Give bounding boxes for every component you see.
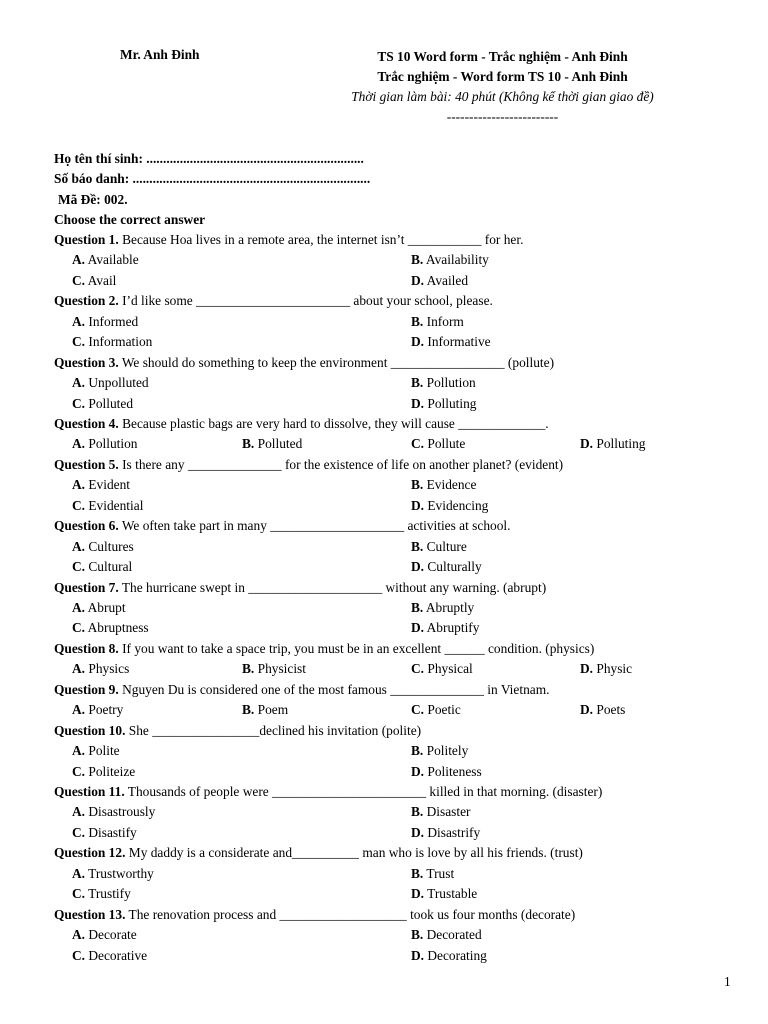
question-text: Is there any ______________ for the existence of life on another planet? (evident) — [118, 456, 564, 472]
option-text: Politely — [423, 743, 469, 759]
option-text: Decorate — [85, 927, 137, 943]
options-row — [54, 373, 694, 393]
option-text: Cultures — [85, 538, 134, 554]
answer-option — [72, 332, 152, 352]
answer-option — [72, 700, 123, 720]
question-label: Question 11. — [54, 783, 125, 799]
options-row — [54, 434, 694, 454]
option-letter: C. — [72, 620, 86, 636]
option-letter: B. — [411, 865, 424, 881]
answer-option — [411, 496, 488, 516]
answer-option — [242, 700, 288, 720]
question-4 — [54, 414, 694, 434]
question-13 — [54, 905, 694, 925]
option-text: Decorated — [423, 927, 482, 943]
option-text: Information — [85, 334, 153, 350]
options-row — [54, 741, 694, 761]
option-letter: B. — [411, 538, 424, 554]
question-label: Question 6. — [54, 518, 119, 534]
options-row — [54, 250, 694, 270]
option-text: Trustable — [424, 886, 478, 902]
question-text: Nguyen Du is considered one of the most famous ______________ in Vietnam. — [118, 681, 550, 697]
answer-option — [72, 864, 154, 884]
option-text: Unpolluted — [85, 375, 149, 391]
question-1 — [54, 230, 694, 250]
option-letter: D. — [411, 334, 425, 350]
answer-option — [411, 537, 467, 557]
question-label: Question 2. — [54, 293, 119, 309]
answer-option — [411, 946, 487, 966]
answer-option — [580, 434, 646, 454]
options-row — [54, 823, 694, 843]
option-text: Polluting — [424, 395, 477, 411]
option-letter: A. — [72, 538, 86, 554]
question-7 — [54, 578, 694, 598]
question-text: My daddy is a considerate and__________ man who is love by all his friends. (trust) — [125, 845, 583, 861]
option-letter: D. — [411, 497, 425, 513]
option-letter: C. — [411, 436, 425, 452]
option-text: Poem — [254, 702, 289, 718]
option-letter: A. — [72, 477, 86, 493]
option-letter: C. — [72, 334, 86, 350]
option-letter: C. — [72, 763, 86, 779]
option-text: Poets — [593, 702, 626, 718]
option-text: Evidence — [423, 477, 477, 493]
options-row — [54, 598, 694, 618]
answer-option — [72, 762, 135, 782]
option-text: Abruptify — [424, 620, 480, 636]
option-text: Evidencing — [424, 497, 489, 513]
option-letter: B. — [411, 477, 424, 493]
answer-option — [411, 700, 461, 720]
question-label: Question 13. — [54, 906, 126, 922]
answer-option — [411, 271, 468, 291]
document-title-1: TS 10 Word form - Trắc nghiệm - Anh Đinh — [377, 49, 628, 64]
option-letter: C. — [72, 272, 86, 288]
question-text: We should do something to keep the environment _________________ (pollute) — [118, 354, 555, 370]
answer-option — [411, 475, 476, 495]
option-text: Physic — [593, 661, 633, 677]
question-text: We often take part in many ____________________ activities at school. — [118, 518, 511, 534]
option-text: Availed — [424, 272, 469, 288]
answer-option — [411, 434, 465, 454]
answer-option — [411, 762, 482, 782]
question-label: Question 12. — [54, 845, 126, 861]
answer-option — [72, 659, 129, 679]
answer-option — [411, 598, 474, 618]
answer-option — [411, 332, 491, 352]
question-12 — [54, 843, 694, 863]
options-row — [54, 864, 694, 884]
question-text: She ________________declined his invitation (polite) — [125, 722, 422, 738]
option-text: Disastrously — [85, 804, 156, 820]
options-row — [54, 700, 694, 720]
option-text: Abrupt — [85, 599, 126, 615]
option-letter: C. — [72, 497, 86, 513]
answer-option — [72, 557, 132, 577]
question-3 — [54, 353, 694, 373]
options-row — [54, 394, 694, 414]
option-text: Physics — [85, 661, 130, 677]
answer-option — [72, 618, 149, 638]
answer-option — [411, 884, 477, 904]
answer-option — [72, 925, 137, 945]
option-text: Physical — [424, 661, 473, 677]
option-letter: C. — [72, 824, 86, 840]
options-row — [54, 884, 694, 904]
option-text: Polite — [85, 743, 120, 759]
option-text: Culturally — [424, 559, 482, 575]
option-text: Informative — [424, 334, 491, 350]
option-letter: B. — [242, 436, 255, 452]
student-name-line: Họ tên thí sinh: ................................................................. — [54, 151, 364, 166]
answer-option — [72, 271, 116, 291]
instruction: Choose the correct answer — [54, 212, 206, 228]
option-text: Disaster — [423, 804, 471, 820]
option-text: Abruptness — [85, 620, 149, 636]
question-label: Question 7. — [54, 579, 119, 595]
option-text: Decorating — [424, 947, 487, 963]
option-letter: C. — [72, 395, 86, 411]
option-text: Trustworthy — [85, 865, 154, 881]
option-letter: A. — [72, 252, 86, 268]
question-text: The hurricane swept in ____________________ without any warning. (abrupt) — [118, 579, 547, 595]
answer-option — [72, 475, 130, 495]
option-letter: A. — [72, 927, 86, 943]
question-6 — [54, 516, 694, 536]
option-text: Available — [85, 252, 139, 268]
option-letter: D. — [411, 824, 425, 840]
author-name: Mr. Anh Đinh — [120, 47, 200, 62]
option-letter: D. — [411, 947, 425, 963]
option-letter: A. — [72, 436, 86, 452]
option-letter: B. — [411, 927, 424, 943]
options-row — [54, 762, 694, 782]
option-letter: D. — [411, 620, 425, 636]
answer-option — [72, 823, 137, 843]
option-letter: B. — [242, 702, 255, 718]
question-10 — [54, 721, 694, 741]
option-text: Inform — [423, 313, 464, 329]
answer-option — [72, 434, 138, 454]
option-text: Abruptly — [423, 599, 475, 615]
answer-option — [72, 884, 131, 904]
answer-option — [72, 741, 120, 761]
question-label: Question 3. — [54, 354, 119, 370]
option-letter: A. — [72, 375, 86, 391]
option-text: Trust — [423, 865, 455, 881]
option-letter: C. — [411, 702, 425, 718]
option-text: Pollution — [85, 436, 138, 452]
answer-option — [411, 394, 477, 414]
time-limit: Thời gian làm bài: 40 phút (Không kể thời gian giao đề) — [351, 89, 654, 104]
document-title-2: Trắc nghiệm - Word form TS 10 - Anh Đinh — [377, 69, 628, 84]
option-letter: D. — [580, 702, 594, 718]
option-letter: B. — [411, 375, 424, 391]
option-text: Decorative — [85, 947, 148, 963]
option-text: Evidential — [85, 497, 144, 513]
option-letter: C. — [72, 559, 86, 575]
student-info — [54, 149, 370, 231]
option-text: Culture — [423, 538, 467, 554]
option-letter: A. — [72, 702, 86, 718]
options-row — [54, 557, 694, 577]
option-text: Pollute — [424, 436, 466, 452]
option-text: Disastrify — [424, 824, 481, 840]
options-row — [54, 659, 694, 679]
option-text: Informed — [85, 313, 139, 329]
option-text: Avail — [85, 272, 117, 288]
option-letter: A. — [72, 599, 86, 615]
answer-option — [580, 659, 632, 679]
option-text: Poetic — [424, 702, 461, 718]
option-text: Availability — [423, 252, 489, 268]
options-row — [54, 271, 694, 291]
question-5 — [54, 455, 694, 475]
question-text: Because plastic bags are very hard to dissolve, they will cause _____________. — [118, 415, 549, 431]
answer-option — [411, 557, 482, 577]
option-letter: D. — [411, 886, 425, 902]
answer-option — [242, 659, 306, 679]
page-number: 1 — [724, 974, 731, 989]
option-letter: A. — [72, 804, 86, 820]
header-separator: ------------------------- — [446, 109, 559, 124]
option-text: Cultural — [85, 559, 133, 575]
question-label: Question 9. — [54, 681, 119, 697]
option-letter: A. — [72, 743, 86, 759]
options-row — [54, 475, 694, 495]
option-letter: D. — [411, 395, 425, 411]
option-letter: D. — [580, 436, 594, 452]
answer-option — [72, 394, 133, 414]
option-text: Pollution — [423, 375, 476, 391]
option-letter: A. — [72, 865, 86, 881]
question-text: I’d like some _______________________ about your school, please. — [118, 293, 493, 309]
option-letter: D. — [411, 763, 425, 779]
student-id-line: Số báo danh: ....................................................................... — [54, 171, 371, 187]
answer-option — [411, 802, 471, 822]
option-text: Polluting — [593, 436, 646, 452]
answer-option — [72, 802, 155, 822]
answer-option — [411, 741, 468, 761]
option-letter: B. — [411, 804, 424, 820]
question-9 — [54, 680, 694, 700]
option-letter: C. — [411, 661, 425, 677]
question-text: The renovation process and ___________________ took us four months (decorate) — [125, 906, 576, 922]
answer-option — [72, 496, 143, 516]
answer-option — [242, 434, 302, 454]
document-header — [300, 47, 705, 127]
option-letter: B. — [411, 252, 424, 268]
options-row — [54, 537, 694, 557]
option-text: Politeness — [424, 763, 482, 779]
option-letter: D. — [411, 272, 425, 288]
options-row — [54, 618, 694, 638]
option-text: Poetry — [85, 702, 124, 718]
answer-option — [72, 250, 139, 270]
answer-option — [411, 659, 473, 679]
option-text: Physicist — [254, 661, 306, 677]
answer-option — [72, 946, 147, 966]
option-text: Polluted — [254, 436, 303, 452]
answer-option — [411, 925, 482, 945]
answer-option — [72, 373, 149, 393]
answer-option — [411, 250, 489, 270]
options-row — [54, 312, 694, 332]
options-row — [54, 332, 694, 352]
option-text: Evident — [85, 477, 131, 493]
answer-option — [72, 537, 134, 557]
question-text: If you want to take a space trip, you must be in an excellent ______ condition. (physics) — [118, 640, 595, 656]
options-row — [54, 496, 694, 516]
option-text: Trustify — [85, 886, 131, 902]
question-label: Question 4. — [54, 415, 119, 431]
answer-option — [72, 312, 138, 332]
question-label: Question 10. — [54, 722, 126, 738]
answer-option — [411, 618, 479, 638]
options-row — [54, 925, 694, 945]
option-text: Politeize — [85, 763, 136, 779]
answer-option — [411, 864, 454, 884]
option-letter: A. — [72, 661, 86, 677]
option-letter: B. — [411, 599, 424, 615]
question-text: Thousands of people were _______________________ killed in that morning. (disaster) — [124, 783, 603, 799]
question-label: Question 8. — [54, 640, 119, 656]
options-row — [54, 802, 694, 822]
question-8 — [54, 639, 694, 659]
answer-option — [411, 823, 480, 843]
question-text: Because Hoa lives in a remote area, the internet isn’t ___________ for her. — [118, 232, 524, 247]
option-letter: D. — [580, 661, 594, 677]
answer-option — [411, 373, 476, 393]
option-letter: B. — [411, 743, 424, 759]
exam-code: Mã Đề: 002. — [58, 191, 128, 207]
option-text: Disastify — [85, 824, 137, 840]
option-letter: C. — [72, 947, 86, 963]
options-row — [54, 946, 694, 966]
option-text: Polluted — [85, 395, 134, 411]
answer-option — [411, 312, 464, 332]
question-11 — [54, 782, 694, 802]
option-letter: A. — [72, 313, 86, 329]
question-label: Question 5. — [54, 456, 119, 472]
option-letter: B. — [242, 661, 255, 677]
answer-option — [580, 700, 625, 720]
question-label: Question 1. — [54, 232, 119, 247]
answer-option — [72, 598, 126, 618]
option-letter: D. — [411, 559, 425, 575]
option-letter: B. — [411, 313, 424, 329]
question-list — [54, 230, 694, 966]
option-letter: C. — [72, 886, 86, 902]
question-2 — [54, 291, 694, 311]
